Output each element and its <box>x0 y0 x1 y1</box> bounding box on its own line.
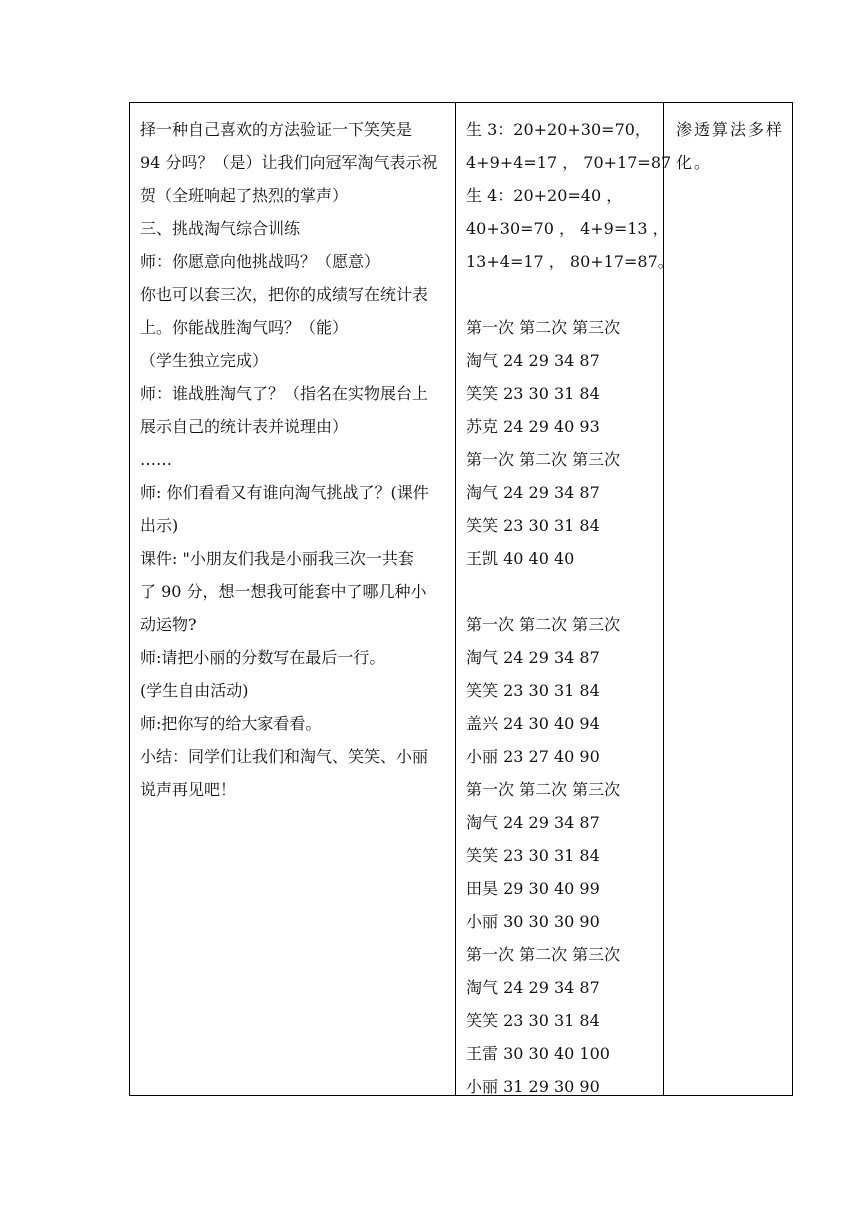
score-line: 苏克 24 29 40 93 <box>466 417 600 436</box>
score-line: 淘气 24 29 34 87 <box>466 483 600 502</box>
text-line: 师:把你写的给大家看看。 <box>140 714 322 733</box>
score-line: 笑笑 23 30 31 84 <box>466 846 600 865</box>
text-line: 师：你愿意向他挑战吗？（愿意） <box>140 252 381 271</box>
score-line: 淘气 24 29 34 87 <box>466 978 600 997</box>
text-line: 生 4：20+20=40 ， <box>466 186 623 205</box>
text-line: …… <box>140 450 172 469</box>
text-line: 小结：同学们让我们和淘气、笑笑、小丽 <box>140 747 429 766</box>
text-line: 化。 <box>676 153 713 172</box>
score-header-line: 第一次 第二次 第三次 <box>466 780 621 799</box>
text-line: 上。你能战胜淘气吗？（能） <box>140 318 349 337</box>
column-divider-1 <box>455 103 456 1095</box>
score-line: 小丽 30 30 30 90 <box>466 912 600 931</box>
score-line: 笑笑 23 30 31 84 <box>466 1011 600 1030</box>
score-header-line: 第一次 第二次 第三次 <box>466 450 621 469</box>
text-line: 择一种自己喜欢的方法验证一下笑笑是 <box>140 120 413 139</box>
score-line: 盖兴 24 30 40 94 <box>466 714 600 733</box>
score-line: 小丽 23 27 40 90 <box>466 747 600 766</box>
text-line: 贺（全班响起了热烈的掌声） <box>140 186 349 205</box>
text-line: 师：谁战胜淘气了？（指名在实物展台上 <box>140 384 429 403</box>
score-line: 王凯 40 40 40 <box>466 549 575 568</box>
text-line: 课件: "小朋友们我是小丽我三次一共套 <box>140 549 414 568</box>
text-line: 师:请把小丽的分数写在最后一行。 <box>140 648 386 667</box>
text-line: 你也可以套三次，把你的成绩写在统计表 <box>140 285 429 304</box>
text-line: 94 分吗？（是）让我们向冠军淘气表示祝 <box>140 153 438 172</box>
teaching-process-column <box>140 113 455 806</box>
text-line: (学生自由活动) <box>140 681 249 700</box>
score-line: 淘气 24 29 34 87 <box>466 648 600 667</box>
text-line: 说声再见吧！ <box>140 780 237 799</box>
text-line: （学生独立完成） <box>140 351 269 370</box>
score-line: 淘气 24 29 34 87 <box>466 813 600 832</box>
blank-line <box>466 278 661 311</box>
score-header-line: 第一次 第二次 第三次 <box>466 615 621 634</box>
score-line: 淘气 24 29 34 87 <box>466 351 600 370</box>
score-header-line: 第一次 第二次 第三次 <box>466 945 621 964</box>
text-line: 生 3：20+20+30=70， <box>466 120 651 139</box>
score-line: 小丽 31 29 30 90 <box>466 1077 600 1096</box>
blank-line <box>466 575 661 608</box>
score-line: 王雷 30 30 40 100 <box>466 1044 610 1063</box>
score-header-line: 第一次 第二次 第三次 <box>466 318 621 337</box>
score-line: 笑笑 23 30 31 84 <box>466 516 600 535</box>
text-line: 了 90 分，想一想我可能套中了哪几种小 <box>140 582 427 601</box>
student-activity-column <box>466 113 674 1103</box>
text-line: 4+9+4=17 ， 70+17=87 <box>466 153 672 172</box>
text-line: 13+4=17 ， 80+17=87。 <box>466 252 674 271</box>
text-line: 展示自己的统计表并说理由） <box>140 417 349 436</box>
design-intent-column <box>676 113 784 179</box>
score-line: 田昊 29 30 40 99 <box>466 879 600 898</box>
text-line: 三、挑战淘气综合训练 <box>140 219 301 238</box>
lesson-table <box>129 102 793 1096</box>
text-line: 出示) <box>140 516 179 535</box>
text-line: 动运物? <box>140 615 197 634</box>
text-line: 师: 你们看看又有谁向淘气挑战了？(课件 <box>140 483 429 502</box>
text-line: 40+30=70 ， 4+9=13 ， <box>466 219 669 238</box>
text-line: 渗透算法多样 <box>676 120 785 139</box>
score-line: 笑笑 23 30 31 84 <box>466 384 600 403</box>
score-line: 笑笑 23 30 31 84 <box>466 681 600 700</box>
